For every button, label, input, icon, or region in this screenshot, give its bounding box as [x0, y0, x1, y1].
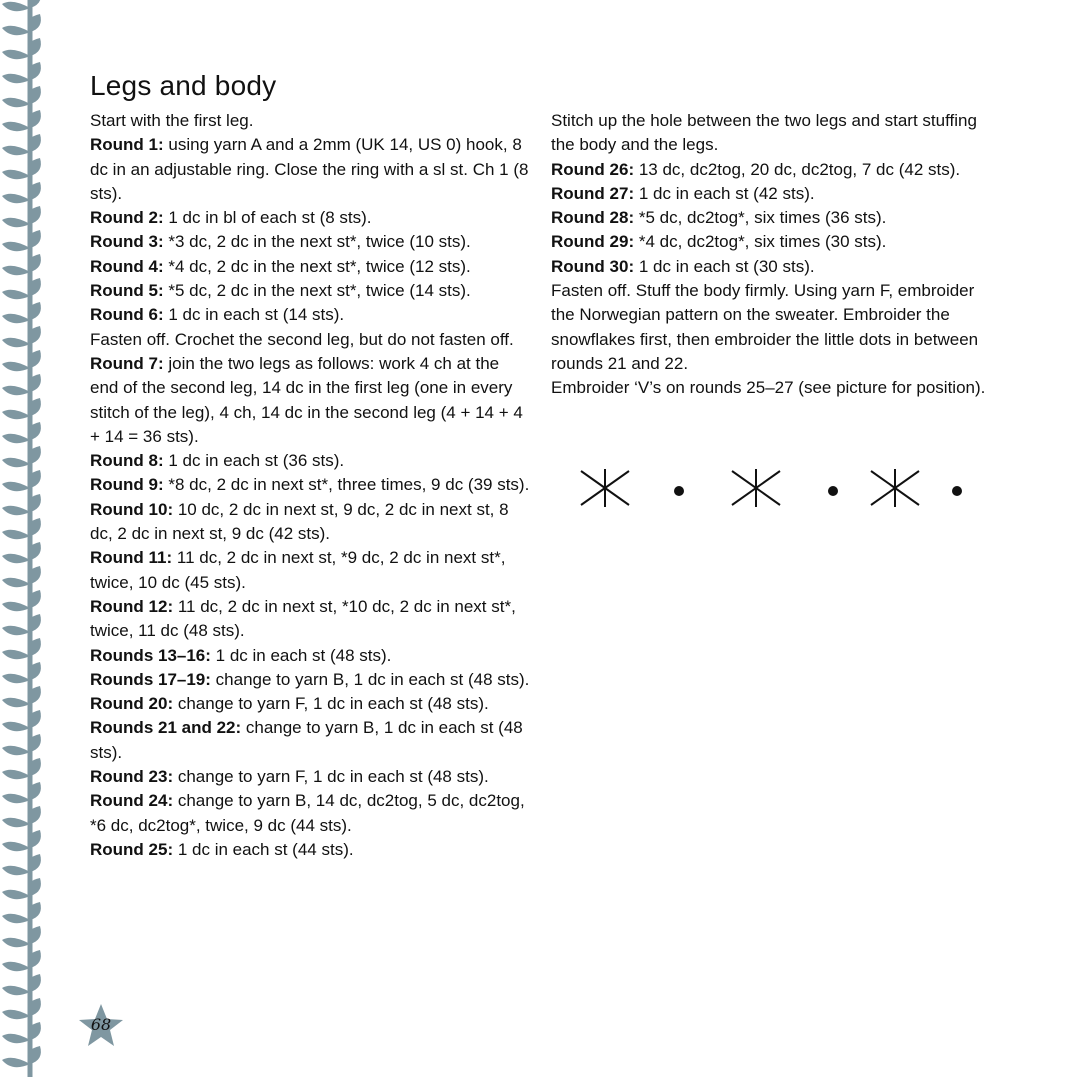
- instruction-round: [90, 352, 530, 449]
- round-label: Round 24:: [90, 791, 174, 811]
- instruction-text: *5 dc, 2 dc in the next st*, twice (14 sts).: [163, 281, 471, 301]
- instruction-text: *8 dc, 2 dc in next st*, three times, 9 dc (39 sts).: [163, 475, 530, 495]
- instruction-text: using yarn A and a 2mm (UK 14, US 0) hook, 8 dc in an adjustable ring. Close the ring with a sl st. Ch 1 (8 sts).: [90, 135, 529, 203]
- instruction-round: [90, 279, 530, 303]
- snowflake-symbol: [871, 469, 919, 507]
- instruction-text: change to yarn B, 1 dc in each st (48 sts).: [90, 718, 523, 762]
- instruction-note: [551, 279, 991, 376]
- instruction-round: [90, 206, 530, 230]
- instruction-text: 13 dc, dc2tog, 20 dc, dc2tog, 7 dc (42 sts).: [634, 159, 961, 179]
- instruction-round: [90, 716, 530, 765]
- embroidery-pattern-chart: [575, 464, 975, 514]
- instruction-round: [90, 255, 530, 279]
- round-label: Round 11:: [90, 548, 173, 568]
- round-label: Round 7:: [90, 353, 164, 373]
- instruction-text: 11 dc, 2 dc in next st, *10 dc, 2 dc in next st*, twice, 11 dc (48 sts).: [90, 596, 516, 641]
- instruction-round: [90, 668, 530, 692]
- round-label: Round 10:: [90, 499, 174, 519]
- instruction-round: [90, 595, 530, 644]
- round-label: Round 28:: [551, 208, 635, 228]
- leaf-vine-border: [0, 0, 80, 1077]
- page-number: 68: [90, 1015, 112, 1034]
- instruction-text: join the two legs as follows: work 4 ch at the end of the second leg, 14 dc in the first leg (one in every stitch of the leg), 4 ch, 14 dc in the second leg (4 + 14 + 4 + 14 = 36 sts).: [90, 353, 523, 446]
- instruction-round: [90, 765, 530, 789]
- round-label: Rounds 13–16:: [90, 645, 211, 665]
- right-instructions-column: [551, 109, 991, 401]
- instruction-text: change to yarn B, 14 dc, dc2tog, 5 dc, dc2tog, *6 dc, dc2tog*, twice, 9 dc (44 sts).: [90, 791, 525, 835]
- instruction-text: 1 dc in each st (42 sts).: [634, 183, 815, 203]
- round-label: Round 27:: [551, 183, 635, 203]
- left-instructions-column: [90, 109, 530, 862]
- round-label: Round 6:: [90, 305, 164, 325]
- round-label: Round 2:: [90, 208, 164, 228]
- instruction-round: [90, 546, 530, 595]
- instruction-text: 1 dc in each st (36 sts).: [163, 451, 345, 471]
- instruction-round: [551, 206, 991, 230]
- instruction-round: [90, 133, 530, 206]
- instruction-text: 1 dc in bl of each st (8 sts).: [163, 208, 372, 228]
- dot-symbol: [828, 486, 838, 496]
- round-label: Round 25:: [90, 839, 174, 859]
- instruction-round: [90, 498, 530, 547]
- dot-symbol: [674, 486, 684, 496]
- instruction-text: 1 dc in each st (48 sts).: [210, 645, 392, 665]
- page-number-badge: [78, 1002, 126, 1048]
- instruction-text: 11 dc, 2 dc in next st, *9 dc, 2 dc in next st*, twice, 10 dc (45 sts).: [90, 548, 506, 592]
- instruction-round: [551, 255, 991, 279]
- round-label: Round 5:: [90, 281, 164, 301]
- instruction-text: 1 dc in each st (44 sts).: [173, 839, 354, 859]
- round-label: Round 3:: [90, 232, 164, 252]
- instruction-note: [551, 109, 991, 158]
- instruction-round: [551, 182, 991, 206]
- instruction-text: Start with the first leg.: [90, 111, 254, 130]
- dot-symbol: [952, 486, 962, 496]
- instruction-round: [551, 230, 991, 254]
- round-label: Round 4:: [90, 256, 164, 276]
- instruction-text: Fasten off. Crochet the second leg, but do not fasten off.: [90, 329, 514, 349]
- instruction-text: change to yarn F, 1 dc in each st (48 sts).: [173, 767, 489, 787]
- instruction-round: [90, 692, 530, 716]
- instruction-text: Embroider ‘V’s on rounds 25–27 (see picture for position).: [551, 378, 986, 398]
- instruction-text: *3 dc, 2 dc in the next st*, twice (10 sts).: [163, 232, 471, 252]
- instruction-round: [90, 789, 530, 838]
- round-label: Round 23:: [90, 767, 174, 787]
- instruction-round: [90, 473, 530, 497]
- instruction-text: 10 dc, 2 dc in next st, 9 dc, 2 dc in next st, 8 dc, 2 dc in next st, 9 dc (42 sts).: [90, 499, 509, 544]
- snowflake-symbol: [581, 469, 629, 507]
- round-label: Round 1:: [90, 135, 164, 155]
- round-label: Rounds 17–19:: [90, 669, 211, 689]
- round-label: Round 20:: [90, 694, 174, 714]
- instruction-text: *4 dc, 2 dc in the next st*, twice (12 sts).: [163, 256, 471, 276]
- instruction-text: 1 dc in each st (30 sts).: [634, 256, 815, 276]
- instruction-note: [90, 328, 530, 352]
- round-label: Round 30:: [551, 256, 635, 276]
- round-label: Rounds 21 and 22:: [90, 718, 242, 738]
- round-label: Round 8:: [90, 451, 164, 471]
- instruction-round: [90, 838, 530, 862]
- snowflake-symbol: [732, 469, 780, 507]
- instruction-text: Fasten off. Stuff the body firmly. Using yarn F, embroider the Norwegian pattern on the sweater. Embroider the snowflakes first, then embroider the little dots in between rounds 21 and 22.: [551, 281, 979, 373]
- instruction-round: [90, 449, 530, 473]
- round-label: Round 9:: [90, 475, 164, 495]
- instruction-text: 1 dc in each st (14 sts).: [163, 305, 345, 325]
- round-label: Round 12:: [90, 596, 174, 616]
- round-label: Round 29:: [551, 232, 635, 252]
- instruction-round: [90, 230, 530, 254]
- instruction-text: *5 dc, dc2tog*, six times (36 sts).: [634, 208, 887, 228]
- instruction-text: change to yarn B, 1 dc in each st (48 sts).: [210, 669, 530, 689]
- instruction-round: [551, 158, 991, 182]
- instruction-note: [90, 109, 530, 133]
- instruction-text: *4 dc, dc2tog*, six times (30 sts).: [634, 232, 887, 252]
- instruction-text: Stitch up the hole between the two legs and start stuffing the body and the legs.: [551, 111, 977, 155]
- instruction-note: [551, 376, 991, 400]
- instruction-round: [90, 644, 530, 668]
- instruction-round: [90, 303, 530, 327]
- section-title: Legs and body: [90, 70, 277, 101]
- round-label: Round 26:: [551, 159, 635, 179]
- instruction-text: change to yarn F, 1 dc in each st (48 sts).: [173, 694, 489, 714]
